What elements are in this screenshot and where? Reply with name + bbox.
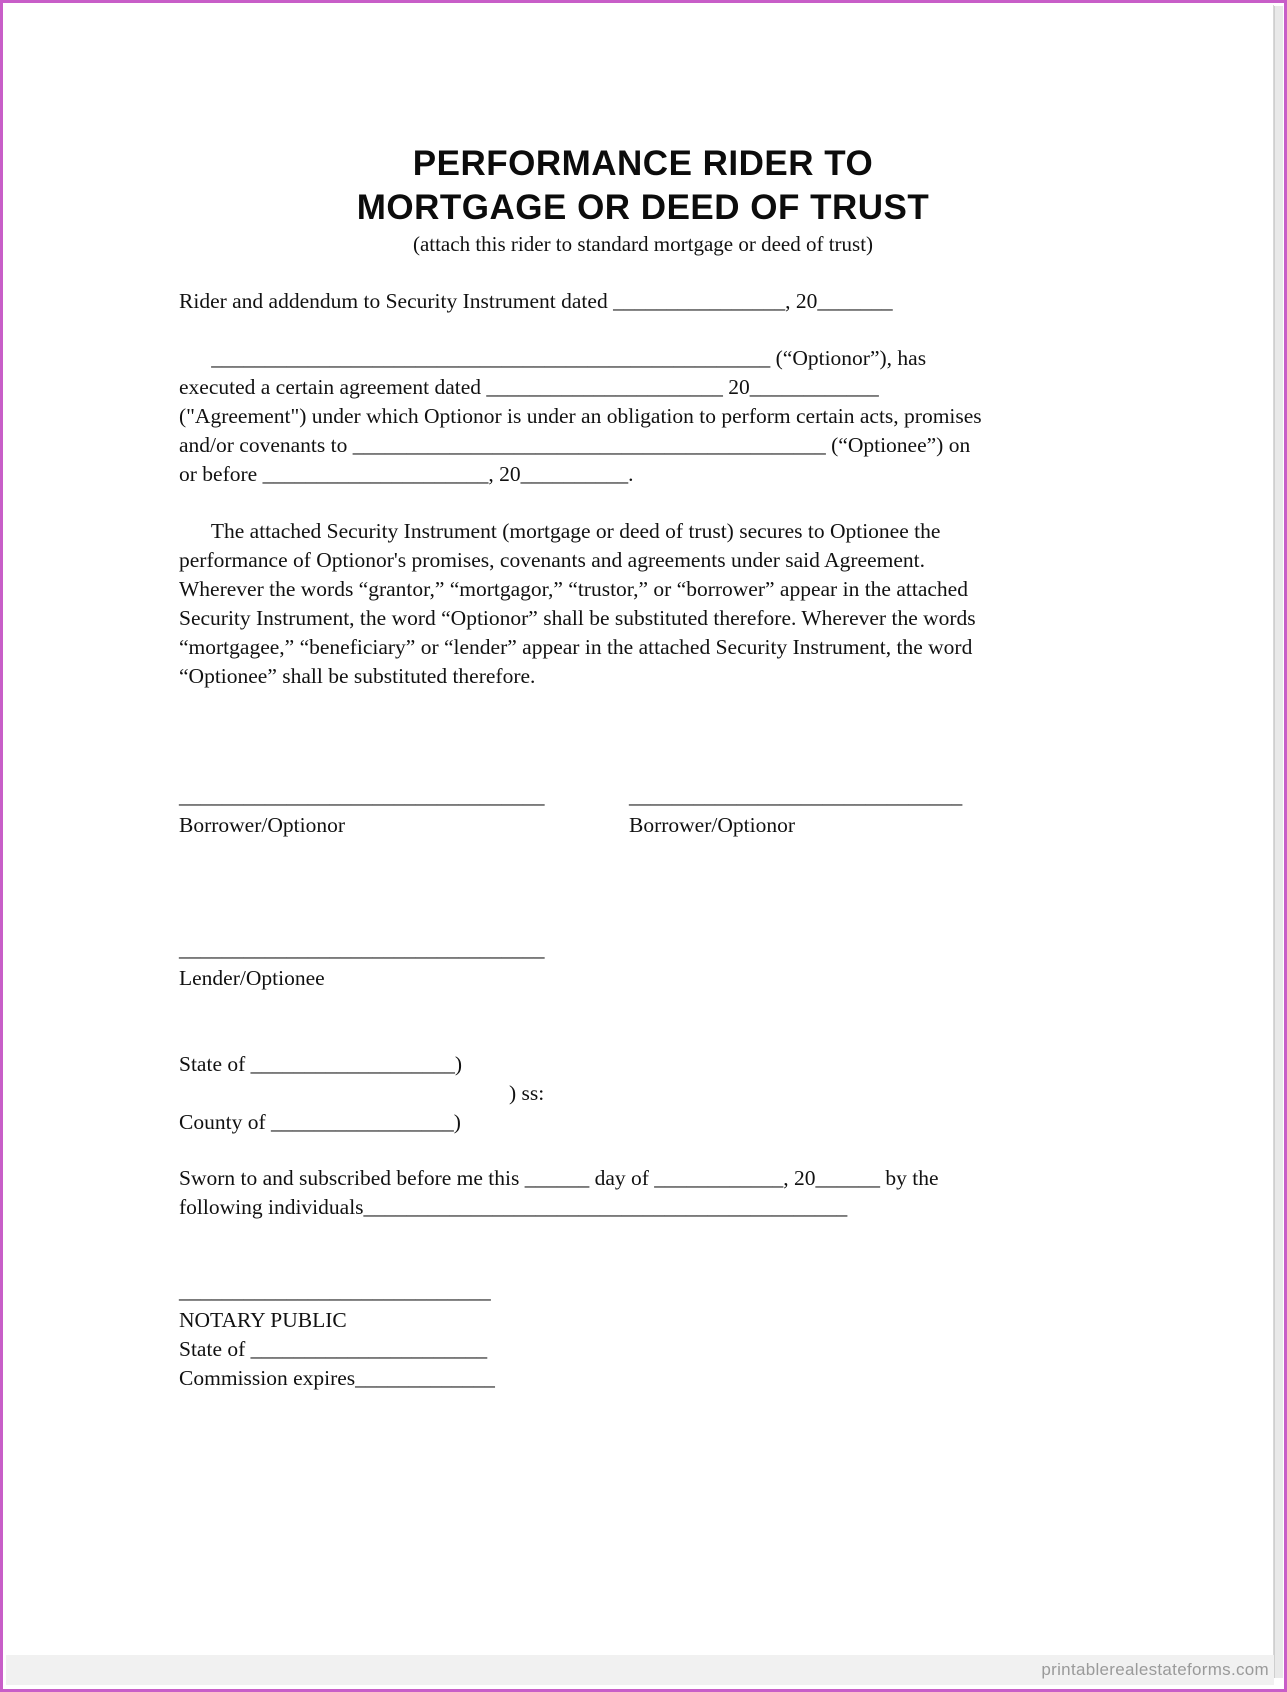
paragraph1-line-2: executed a certain agreement dated ______________________ 20____________ (179, 375, 879, 399)
title-line-2: MORTGAGE OR DEED OF TRUST (356, 188, 930, 227)
paragraph1-line-1: ____________________________________________________ (“Optionor”), has (179, 346, 927, 370)
notary-signature-line: _____________________________ (179, 1279, 491, 1303)
paragraph1-line-3: ("Agreement") under which Optionor is under an obligation to perform certain acts, promises (179, 404, 982, 428)
rider-line: Rider and addendum to Security Instrument dated ________________, 20_______ (179, 289, 893, 313)
borrower1-signature-line: __________________________________ (179, 784, 545, 808)
lender-signature-line: __________________________________ (179, 937, 545, 961)
paragraph2-line-2: performance of Optionor's promises, covenants and agreements under said Agreement. (179, 548, 925, 572)
borrower2-signature-line: _______________________________ (629, 784, 963, 808)
lender-label: Lender/Optionee (179, 966, 325, 990)
notary-label: NOTARY PUBLIC (179, 1308, 347, 1332)
paragraph2-line-4: Security Instrument, the word “Optionor” shall be substituted therefore. Wherever the words (179, 606, 976, 630)
venue-state-line: State of ___________________) (179, 1052, 463, 1076)
notary-state-line: State of ______________________ (179, 1337, 488, 1361)
paragraph2-line-1: The attached Security Instrument (mortgage or deed of trust) secures to Optionee the (179, 519, 941, 543)
borrower1-label: Borrower/Optionor (179, 813, 345, 837)
title-line-1: PERFORMANCE RIDER TO (412, 144, 874, 183)
paragraph2-line-3: Wherever the words “grantor,” “mortgagor,” “trustor,” or “borrower” appear in the attached (179, 577, 968, 601)
sworn-line-1: Sworn to and subscribed before me this ______ day of ____________, 20______ by the (179, 1166, 939, 1190)
sworn-line-2: following individuals_____________________________________________ (179, 1195, 848, 1219)
venue-ss: ) ss: (509, 1081, 545, 1105)
subtitle: (attach this rider to standard mortgage or deed of trust) (412, 232, 874, 256)
scrollbar-strip (1274, 6, 1283, 1678)
venue-county-line: County of _________________) (179, 1110, 461, 1134)
borrower2-label: Borrower/Optionor (629, 813, 795, 837)
footer-watermark: printablerealestateforms.com (1041, 1660, 1269, 1679)
paragraph2-line-5: “mortgagee,” “beneficiary” or “lender” appear in the attached Security Instrument, the word (179, 635, 973, 659)
paragraph1-line-4: and/or covenants to ____________________________________________ (“Optionee”) on (179, 433, 971, 457)
notary-commission-line: Commission expires_____________ (179, 1366, 495, 1390)
paragraph1-line-5: or before _____________________, 20__________. (179, 462, 634, 486)
paragraph2-line-6: “Optionee” shall be substituted therefore. (179, 664, 536, 688)
